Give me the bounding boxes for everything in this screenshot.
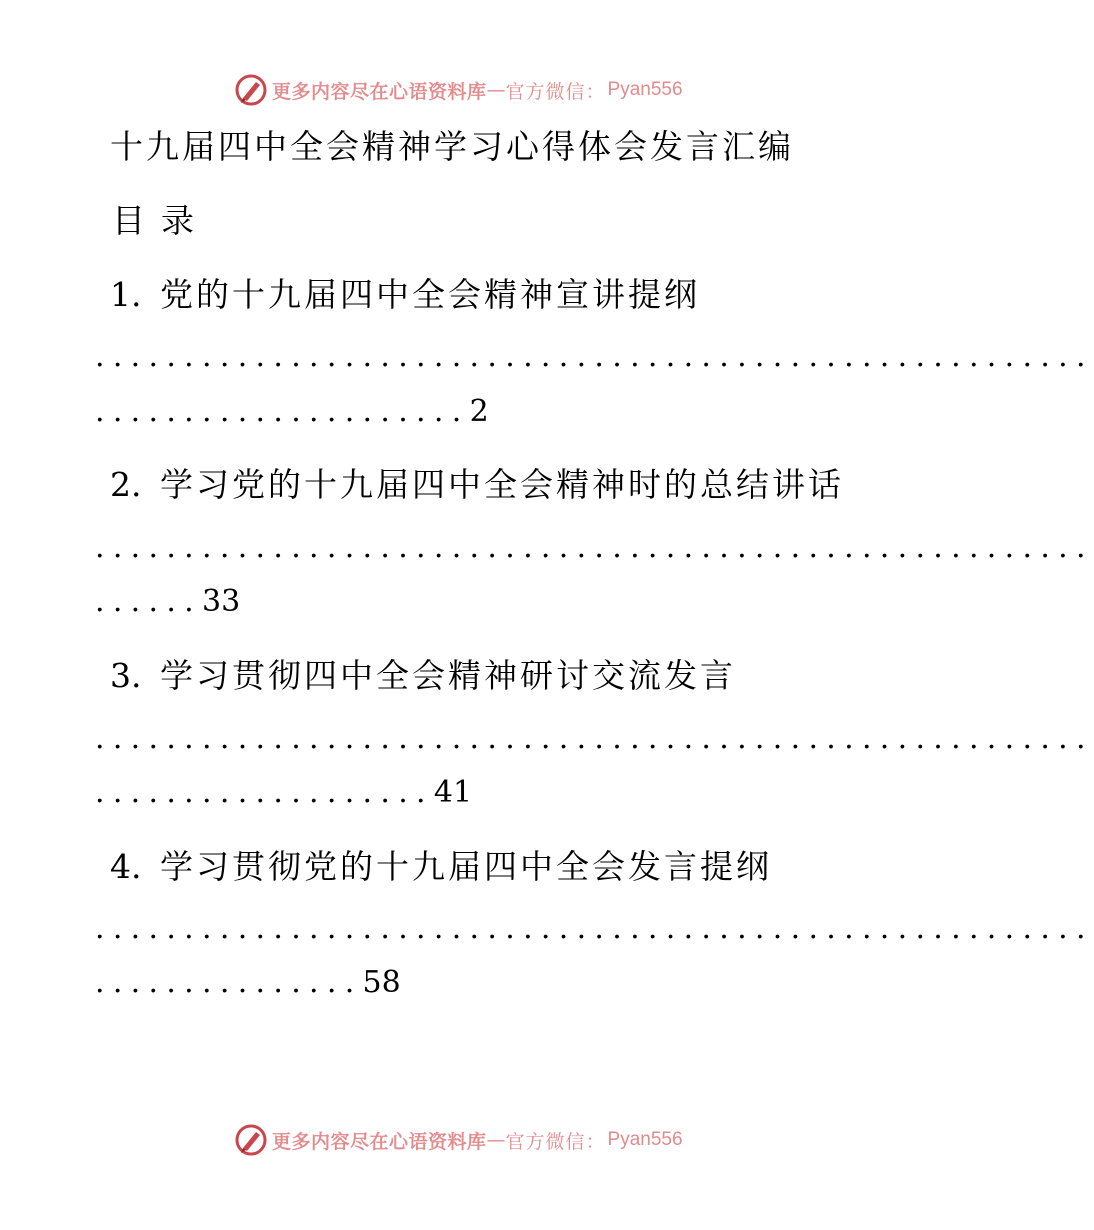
toc-page-number: 2 (469, 394, 489, 429)
watermark-top (234, 73, 683, 107)
watermark-text: 更多内容尽在心语资料库 (272, 1130, 487, 1153)
toc-leader-1b: .....................2 (95, 394, 489, 429)
watermark-text: 更多内容尽在心语资料库 (272, 80, 487, 103)
watermark-id: Pyan556 (607, 79, 683, 100)
toc-item-3[interactable] (110, 654, 736, 698)
watermark-official: 官方微信： (505, 1130, 606, 1153)
document-title: 十九届四中全会精神学习心得体会发言汇编 (110, 127, 794, 166)
toc-leader-4b: ...............58 (95, 965, 401, 1000)
toc-leader-2b: ......33 (95, 584, 241, 619)
watermark-dash: — (486, 79, 506, 101)
toc-item-title: 党的十九届四中全会精神宣讲提纲 (160, 275, 700, 314)
toc-leader-3a: ........................................................ (95, 721, 1094, 756)
watermark-bottom (234, 1123, 683, 1157)
toc-page-number: 33 (202, 584, 241, 619)
toc-page-number: 41 (433, 775, 473, 810)
pen-logo-icon (234, 73, 268, 107)
watermark-dash: — (486, 1129, 506, 1151)
toc-leader-1a: ........................................................ (95, 339, 1094, 374)
toc-item-title: 学习党的十九届四中全会精神时的总结讲话 (160, 465, 844, 504)
toc-item-number: 1. (110, 275, 142, 314)
watermark-id: Pyan556 (607, 1129, 683, 1150)
toc-item-number: 3. (110, 656, 142, 695)
pen-logo-icon (234, 1123, 268, 1157)
toc-leader-3b: ...................41 (95, 775, 473, 810)
toc-item-1[interactable] (110, 273, 700, 317)
toc-leader-4a: ........................................................ (95, 911, 1094, 946)
toc-item-2[interactable] (110, 463, 844, 507)
toc-item-number: 2. (110, 465, 142, 504)
toc-page-number: 58 (362, 965, 401, 1000)
toc-item-title: 学习贯彻四中全会精神研讨交流发言 (160, 656, 736, 695)
toc-leader-2a: ........................................................ (95, 530, 1094, 565)
toc-item-number: 4. (110, 847, 142, 886)
toc-item-4[interactable] (110, 845, 772, 889)
toc-item-title: 学习贯彻党的十九届四中全会发言提纲 (160, 847, 772, 886)
watermark-official: 官方微信： (505, 80, 606, 103)
toc-heading: 目录 (112, 201, 210, 240)
